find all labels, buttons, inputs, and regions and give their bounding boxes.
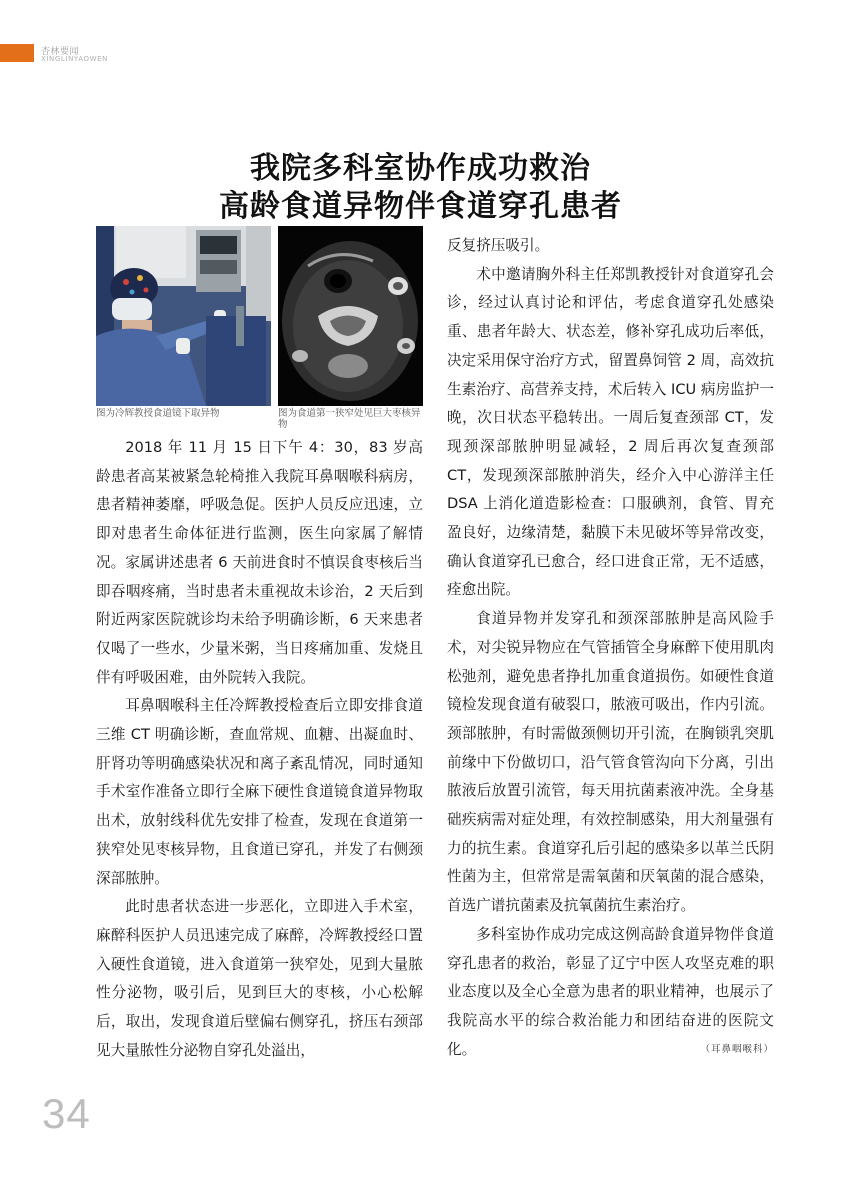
page-number: 34 <box>42 1090 91 1137</box>
body-paragraph: 耳鼻咽喉科主任冷辉教授检查后立即安排食道三维 CT 明确诊断，查血常规、血糖、出凝血时、肝肾功等明确感染状况和离子紊乱情况，同时通知手术室作准备立即行全麻下硬性食道镜食道异物取出术，放射线科优先安排了检查，发现在食道第一狭窄处见枣核异物，且食道已穿孔，并发了右侧颈深部脓肿。 <box>96 697 423 887</box>
body-paragraph: 术中邀请胸外科主任郑凯教授针对食道穿孔会诊，经过认真讨论和评估，考虑食道穿孔处感染重、患者年龄大、状态差，修补穿孔成功后率低，决定采用保守治疗方式，留置鼻饲管 2 周，高效抗生素治疗、高营养支持，术后转入 ICU 病房监护一晚，次日状态平稳转出。一周后复查颈部 CT，发现颈深部脓肿明显减轻，2 周后再次复查颈部 CT，发现颈深部脓肿消失，经介入中心游洋主任 DSA 上消化道造影检查：口服碘剂，食管、胃充盈良好，边缘清楚，黏膜下未见破坏等异常改变，确认食道穿孔已愈合，经口进食正常，无不适感，痊愈出院。 <box>447 265 774 599</box>
article-body-right-column <box>447 232 774 1064</box>
body-paragraph-closing <box>447 921 774 1065</box>
figure-caption-1: 图为冷辉教授食道镜下取异物 <box>96 408 220 419</box>
article-title-line-1: 我院多科室协作成功救治 <box>250 151 591 186</box>
article-body-left-column <box>96 434 423 1065</box>
surgery-photo <box>96 226 271 406</box>
body-paragraph: 食道异物并发穿孔和颈深部脓肿是高风险手术，对尖锐异物应在气管插管全身麻醉下使用肌肉松弛剂，避免患者挣扎加重食道损伤。如硬性食道镜检发现食道有破裂口，脓液可吸出，作内引流。颈部脓肿，有时需做颈侧切开引流，在胸锁乳突肌前缘中下份做切口，沿气管食管沟向下分离，引出脓液后放置引流管，每天用抗菌素液冲洗。全身基础疾病需对症处理，有效控制感染，用大剂量强有力的抗生素。食道穿孔后引起的感染多以革兰氏阴性菌为主，但常常是需氧菌和厌氧菌的混合感染，首选广谱抗菌素及抗氧菌抗生素治疗。 <box>447 610 774 915</box>
article-title-line-2: 高龄食道异物伴食道穿孔患者 <box>219 189 622 224</box>
section-label: 杏林要闻 <box>41 47 80 57</box>
closing-text: 多科室协作成功完成这例高龄食道异物伴食道穿孔患者的救治，彰显了辽宁中医人攻坚克难的职业态度以及全心全意为患者的职业精神，也展示了我院高水平的综合救治能力和团结奋进的医院文化。 <box>447 925 774 1058</box>
ct-scan-image <box>278 226 423 406</box>
section-label-pinyin: XINGLINYAOWEN <box>41 55 109 63</box>
section-accent-bar <box>0 44 34 62</box>
author-credit: （耳鼻咽喉科） <box>700 1043 774 1055</box>
figure-caption-2: 图为食道第一狭窄处见巨大枣核异物 <box>278 408 421 430</box>
body-paragraph: 2018 年 11 月 15 日下午 4：30，83 岁高龄患者高某被紧急轮椅推入我院耳鼻咽喉科病房，患者精神萎靡，呼吸急促。医护人员反应迅速，立即对患者生命体征进行监测，医生向家属了解情况。家属讲述患者 6 天前进食时不慎误食枣核后当即吞咽疼痛，当时患者未重视故未诊治，2 天后到附近两家医院就诊均未给予明确诊断，6 天来患者仅喝了一些水，少量米粥，当日疼痛加重、发烧且伴有呼吸困难，由外院转入我院。 <box>96 439 423 686</box>
body-paragraph-continuation: 反复挤压吸引。 <box>447 237 550 254</box>
body-paragraph: 此时患者状态进一步恶化，立即进入手术室，麻醉科医护人员迅速完成了麻醉，冷辉教授经口置入硬性食道镜，进入食道第一狭窄处，见到大量脓性分泌物，吸引后，见到巨大的枣核，小心松解后，取出，发现食道后壁偏右侧穿孔，挤压右颈部见大量脓性分泌物自穿孔处溢出， <box>96 898 423 1059</box>
